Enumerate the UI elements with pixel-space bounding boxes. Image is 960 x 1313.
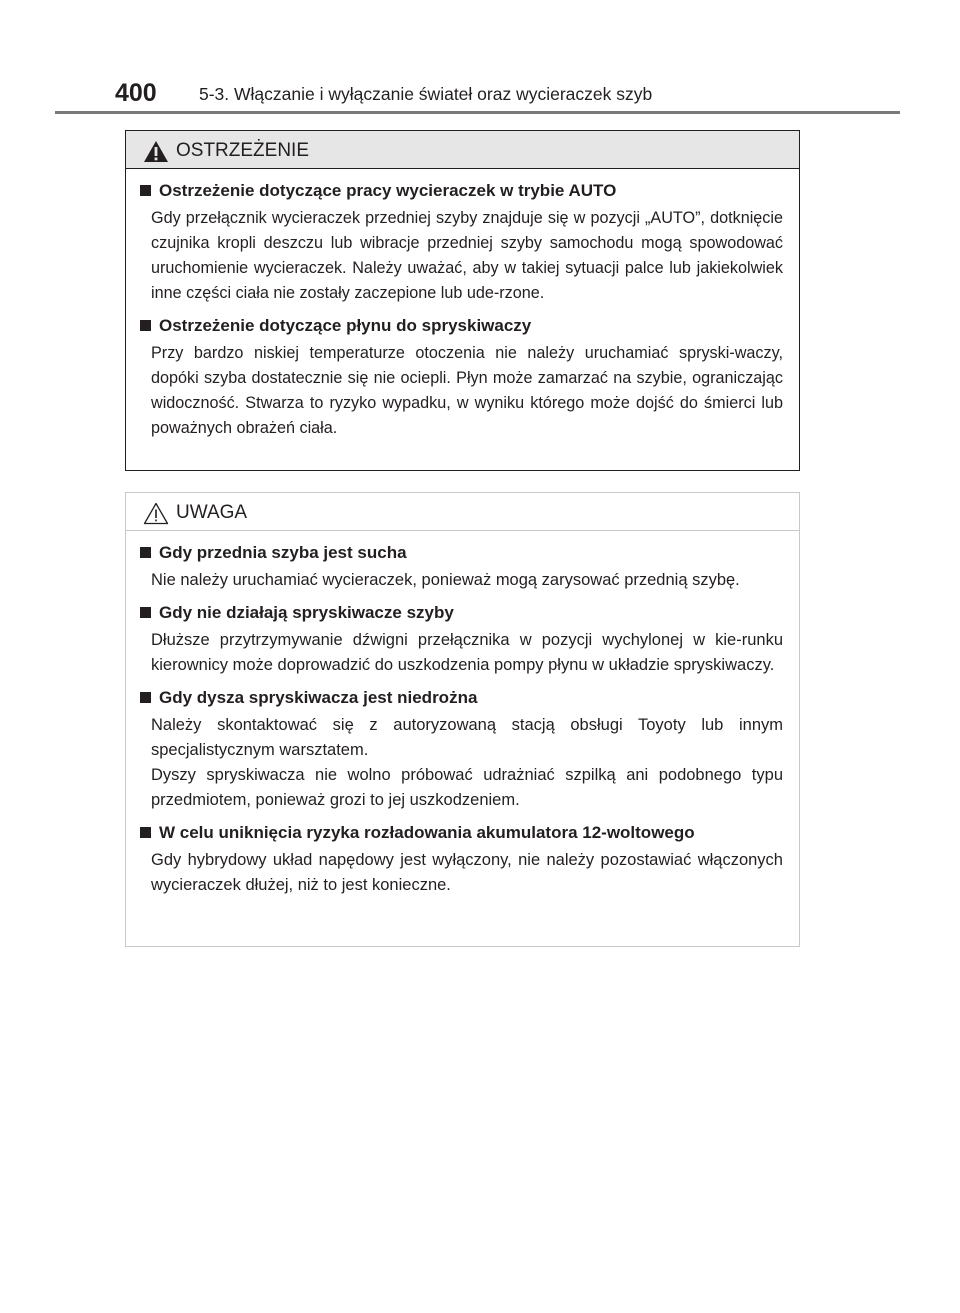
- bullet-square-icon: [140, 692, 151, 703]
- bullet-square-icon: [140, 320, 151, 331]
- bullet-square-icon: [140, 607, 151, 618]
- item-paragraph: Gdy przełącznik wycieraczek przedniej szyby znajduje się w pozycji „AUTO”, dotknięcie czujnika kropli deszczu lub wibracje przedniej szyby samochodu mogą spowodować uruchomienie wycieraczek. Należy uważać, aby w takiej sytuacji palce lub jakiekolwiek inne części ciała nie zostały zaczepione lub ude-rzone.: [151, 209, 783, 302]
- item-heading: [138, 821, 783, 845]
- item-text: [138, 568, 783, 593]
- notice-item: [138, 686, 783, 813]
- warning-outline-icon: [143, 502, 169, 525]
- item-heading: [138, 541, 783, 565]
- warning-box-header: [126, 131, 799, 169]
- warning-item: [138, 314, 783, 441]
- item-paragraph: Nie należy uruchamiać wycieraczek, ponieważ mogą zarysować przednią szybę.: [151, 571, 740, 589]
- item-paragraph: Należy skontaktować się z autoryzowaną stacją obsługi Toyoty lub innym specjalistycznym warsztatem.: [151, 716, 783, 759]
- item-paragraph: Dłuższe przytrzymywanie dźwigni przełącznika w pozycji wychylonej w kie-runku kierownicy może doprowadzić do uszkodzenia pompy płynu w układzie spryskiwaczy.: [151, 631, 783, 674]
- item-heading-text: Gdy nie działają spryskiwacze szyby: [159, 603, 454, 622]
- bullet-square-icon: [140, 547, 151, 558]
- notice-box-body: [126, 531, 799, 898]
- item-heading: [138, 179, 783, 203]
- item-text: [138, 848, 783, 898]
- item-heading-text: Gdy dysza spryskiwacza jest niedrożna: [159, 688, 478, 707]
- item-heading: [138, 686, 783, 710]
- section-title: 5-3. Włączanie i wyłączanie świateł oraz wycieraczek szyb: [199, 84, 653, 104]
- item-heading: [138, 314, 783, 338]
- item-text: [138, 628, 783, 678]
- item-heading-text: W celu uniknięcia ryzyka rozładowania akumulatora 12-woltowego: [159, 823, 695, 842]
- notice-box: [125, 492, 800, 947]
- warning-filled-icon: [143, 140, 169, 163]
- warning-box-body: [126, 169, 799, 441]
- notice-item: [138, 601, 783, 678]
- warning-box-title: OSTRZEŻENIE: [176, 140, 310, 161]
- notice-item: [138, 541, 783, 593]
- item-text: [138, 206, 783, 306]
- page-header: [55, 76, 900, 114]
- item-paragraph: Przy bardzo niskiej temperaturze otoczenia nie należy uruchamiać spryski-waczy, dopóki szyba dostatecznie się nie ociepli. Płyn może zamarzać na szybie, ograniczając widoczność. Stwarza to ryzyko wypadku, w wyniku którego może dojść do śmierci lub poważnych obrażeń ciała.: [151, 344, 783, 437]
- item-paragraph: Gdy hybrydowy układ napędowy jest wyłączony, nie należy pozostawiać włączonych wycieraczek dłużej, niż to jest konieczne.: [151, 851, 783, 894]
- bullet-square-icon: [140, 827, 151, 838]
- item-heading: [138, 601, 783, 625]
- warning-box: [125, 130, 800, 471]
- item-heading-text: Ostrzeżenie dotyczące pracy wycieraczek w trybie AUTO: [159, 181, 617, 200]
- warning-item: [138, 179, 783, 306]
- notice-item: [138, 821, 783, 898]
- notice-box-title: UWAGA: [176, 502, 248, 523]
- bullet-square-icon: [140, 185, 151, 196]
- notice-box-header: [126, 493, 799, 531]
- item-heading-text: Gdy przednia szyba jest sucha: [159, 543, 407, 562]
- item-text: [138, 713, 783, 813]
- item-text: [138, 341, 783, 441]
- item-heading-text: Ostrzeżenie dotyczące płynu do spryskiwaczy: [159, 316, 532, 335]
- page-number: 400: [115, 79, 157, 107]
- item-paragraph: Dyszy spryskiwacza nie wolno próbować udrażniać szpilką ani podobnego typu przedmiotem, ponieważ grozi to jej uszkodzeniem.: [151, 766, 783, 809]
